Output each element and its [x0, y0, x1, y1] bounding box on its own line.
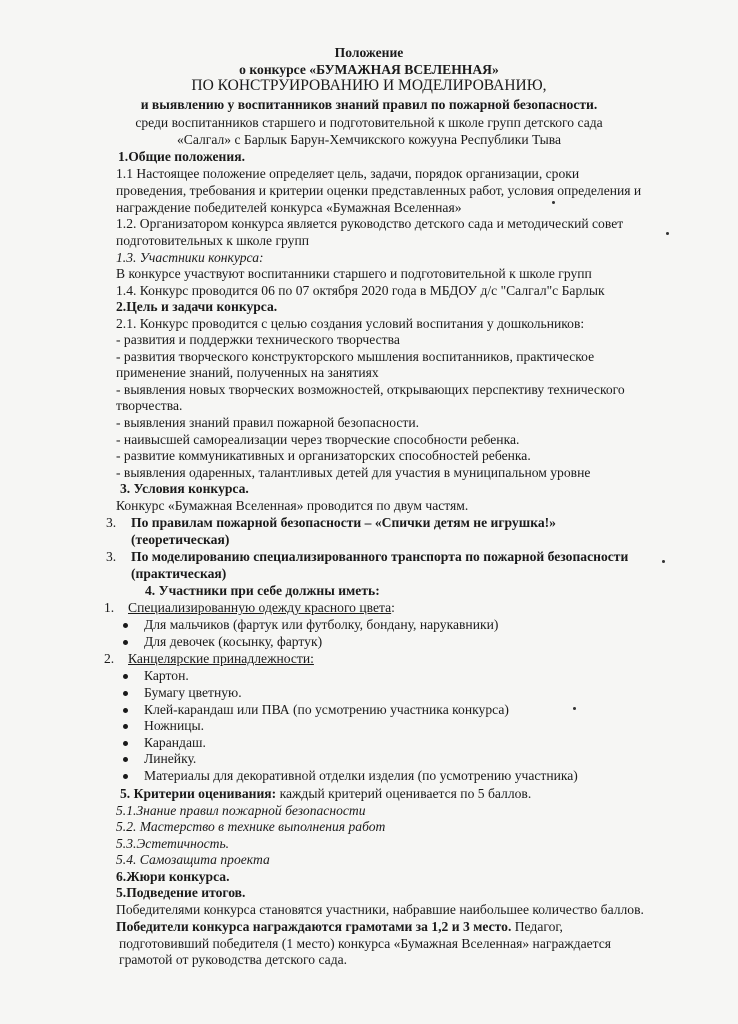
criterion: 5.3.Эстетичность. [116, 836, 230, 851]
bullet-item: Материалы для декоративной отделки изделия (по усмотрению участника) [144, 768, 578, 783]
doc-heading-line: «Салгал» с Барлык Барун-Хемчикского кожууна Республики Тыва [176, 132, 562, 147]
paragraph-line: награждение победителей конкурса «Бумажная Вселенная» [116, 200, 462, 215]
bullet-icon [123, 708, 128, 713]
list-item: - развитие коммуникативных и организаторских способностей ребенка. [116, 448, 531, 463]
section-title-bold: 5. Критерии оценивания: [120, 786, 277, 801]
section-title: 5.Подведение итогов. [116, 885, 246, 900]
paragraph-line: 1.1 Настоящее положение определяет цель, задачи, порядок организации, сроки [116, 166, 580, 181]
bullet-item: Для девочек (косынку, фартук) [144, 634, 323, 649]
doc-title: Положение [334, 45, 404, 60]
paragraph-line: 2.1. Конкурс проводится с целью создания условий воспитания у дошкольников: [116, 316, 585, 331]
bullet-icon [123, 691, 128, 696]
paragraph-line: Победителями конкурса становятся участники, набравшие наибольшее количество баллов. [116, 902, 644, 917]
list-item: - развития творческого конструкторского мышления воспитанников, практическое [116, 349, 595, 364]
bullet-icon [123, 623, 128, 628]
list-item: применение знаний, полученных на занятиях [116, 365, 379, 380]
bullet-icon [123, 741, 128, 746]
list-item: творчества. [116, 398, 183, 413]
paragraph-bold: Победители конкурса награждаются грамотами за 1,2 и 3 место. [116, 919, 512, 934]
bullet-item: Ножницы. [144, 718, 205, 733]
list-item: - выявления новых творческих возможностей, открывающих перспективу технического [116, 382, 625, 397]
scan-speck [573, 707, 576, 710]
list-item: - наивысшей самореализации через творческие способности ребенка. [116, 432, 520, 447]
section-title [120, 786, 531, 803]
numbered-item: (практическая) [131, 566, 227, 581]
bullet-item: Бумагу цветную. [144, 685, 242, 700]
section-title: 1.Общие положения. [118, 149, 245, 164]
paragraph-line: 1.4. Конкурс проводится 06 по 07 октября 2020 года в МБДОУ д/с "Салгал"с Барлык [116, 283, 605, 298]
doc-heading: ПО КОНСТРУИРОВАНИЮ И МОДЕЛИРОВАНИЮ, [191, 77, 547, 94]
subheading: 1.3. Участники конкурса: [116, 250, 264, 265]
scan-speck [662, 560, 665, 563]
bullet-item: Картон. [144, 668, 189, 683]
paragraph-line: В конкурсе участвуют воспитанники старшего и подготовительной к школе групп [116, 266, 592, 281]
section-title: 3. Условия конкурса. [120, 481, 249, 496]
group-title-colon: : [391, 600, 395, 615]
paragraph-line: подготовительных к школе групп [116, 233, 310, 248]
paragraph-line: 1.2. Организатором конкурса является руководство детского сада и методический совет [116, 216, 624, 231]
bullet-icon [123, 724, 128, 729]
paragraph-line [116, 919, 563, 936]
bullet-item: Линейку. [144, 751, 197, 766]
group-title-text: Специализированную одежду красного цвета [128, 600, 392, 615]
scan-speck [666, 232, 669, 235]
bullet-icon [123, 757, 128, 762]
paragraph-line: Конкурс «Бумажная Вселенная» проводится по двум частям. [116, 498, 469, 513]
numbered-item: По моделированию специализированного транспорта по пожарной безопасности [131, 549, 629, 564]
numbered-item: По правилам пожарной безопасности – «Спички детям не игрушка!» [131, 515, 556, 530]
list-item: - выявления одаренных, талантливых детей для участия в муниципальном уровне [116, 465, 591, 480]
paragraph-line: грамотой от руководства детского сада. [119, 952, 348, 967]
section-title: 2.Цель и задачи конкурса. [116, 299, 278, 314]
criterion: 5.2. Мастерство в технике выполнения работ [116, 819, 386, 834]
criterion: 5.1.Знание правил пожарной безопасности [116, 803, 366, 818]
bullet-item: Клей-карандаш или ПВА (по усмотрению участника конкурса) [144, 702, 509, 717]
bullet-icon [123, 640, 128, 645]
list-number: 3. [106, 515, 117, 530]
scan-speck [552, 201, 555, 204]
list-number: 1. [104, 600, 115, 615]
doc-heading-line: и выявлению у воспитанников знаний правил по пожарной безопасности. [140, 97, 598, 112]
section-title: 6.Жюри конкурса. [116, 869, 230, 884]
list-item: - развития и поддержки технического творчества [116, 332, 400, 347]
bullet-item: Для мальчиков (фартук или футболку, бондану, нарукавники) [144, 617, 499, 632]
group-title: Канцелярские принадлежности: [128, 651, 314, 666]
bullet-icon [123, 674, 128, 679]
criterion: 5.4. Самозащита проекта [116, 852, 270, 867]
doc-heading-line: среди воспитанников старшего и подготовительной к школе групп детского сада [135, 115, 603, 130]
list-item: - выявления знаний правил пожарной безопасности. [116, 415, 419, 430]
paragraph-rest: Педагог, [511, 919, 563, 934]
paragraph-line: проведения, требования и критерии оценки представленных работ, условия определения и [116, 183, 642, 198]
bullet-item: Карандаш. [144, 735, 206, 750]
list-number: 3. [106, 549, 117, 564]
list-number: 2. [104, 651, 115, 666]
paragraph-line: подготовивший победителя (1 место) конкурса «Бумажная Вселенная» награждается [119, 936, 612, 951]
section-title-rest: каждый критерий оценивается по 5 баллов. [276, 786, 532, 801]
group-title [128, 600, 395, 617]
section-title: 4. Участники при себе должны иметь: [145, 583, 380, 598]
doc-subtitle: о конкурсе «БУМАЖНАЯ ВСЕЛЕННАЯ» [239, 62, 499, 77]
bullet-icon [123, 774, 128, 779]
numbered-item: (теоретическая) [131, 532, 230, 547]
